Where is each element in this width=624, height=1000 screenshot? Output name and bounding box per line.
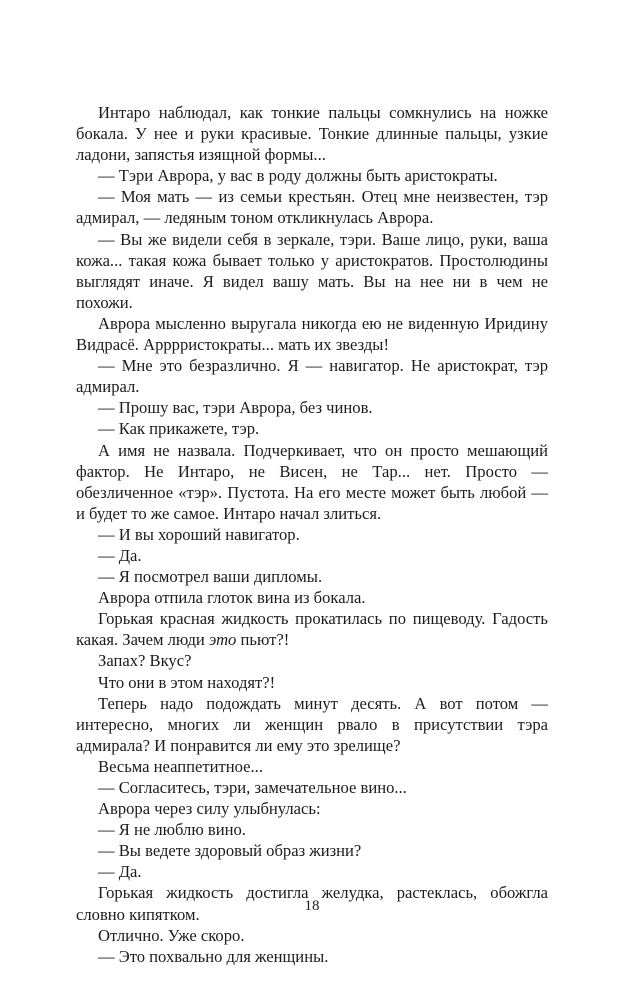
paragraph: Запах? Вкус? — [98, 651, 192, 671]
paragraph-with-emphasis — [76, 608, 548, 650]
paragraph: — Как прикажете, тэр. — [98, 419, 260, 439]
paragraph: Теперь надо подождать минут десять. А вот потом — интересно, многих ли женщин рвало в присутствии тэра адмирала? И понравится ли ему это зрелище? — [76, 693, 548, 755]
paragraph: — Согласитесь, тэри, замечательное вино... — [98, 778, 407, 797]
paragraph: — Мне это безразлично. Я — навигатор. Не аристократ, тэр адмирал. — [76, 356, 548, 397]
paragraph: — И вы хороший навигатор. — [98, 524, 300, 544]
paragraph: А имя не назвала. Подчеркивает, что он просто мешающий фактор. Не Интаро, не Висен, не Тар... нет. Просто — обезличенное «тэр». Пустота. На его месте может быть любой — и будет то же самое. Интаро начал злиться. — [76, 440, 548, 523]
paragraph: Аврора через силу улыбнулась: — [98, 799, 321, 819]
paragraph: Аврора мысленно выругала никогда ею не виденную Иридину Видрасё. Арррристократы... мать их звезды! — [76, 313, 548, 355]
paragraph: — Это похвально для женщины. — [98, 946, 329, 966]
paragraph: Что они в этом находят?! — [98, 672, 276, 692]
paragraph: — Да. — [98, 862, 142, 882]
paragraph: — Тэри Аврора, у вас в роду должны быть аристократы. — [98, 166, 498, 186]
paragraph: — Вы ведете здоровый образ жизни? — [98, 841, 362, 861]
paragraph: — Да. — [98, 545, 142, 565]
paragraph: Интаро наблюдал, как тонкие пальцы сомкнулись на ножке бокала. У нее и руки красивые. Тонкие длинные пальцы, узкие ладони, запястья изящной формы... — [76, 103, 548, 165]
paragraph: — Прошу вас, тэри Аврора, без чинов. — [98, 398, 373, 418]
emphasis-before: Горькая красная жидкость прокатилась по пищеводу. Гадость какая. Зачем люди — [76, 609, 548, 650]
paragraph: Отлично. Уже скоро. — [98, 925, 245, 945]
page-body — [76, 102, 548, 967]
paragraph: — Вы же видели себя в зеркале, тэри. Ваше лицо, руки, ваша кожа... такая кожа бывает только у аристократов. Простолюдины выглядят иначе. Я видел вашу мать. Вы на нее ни в чем не похожи. — [76, 229, 548, 312]
paragraph: — Я не люблю вино. — [98, 820, 246, 840]
paragraph: — Моя мать — из семьи крестьян. Отец мне неизвестен, тэр адмирал, — ледяным тоном откликнулась Аврора. — [76, 187, 548, 228]
paragraph: Аврора отпила глоток вина из бокала. — [98, 588, 366, 608]
italic-word: это — [208, 630, 237, 650]
emphasis-after: пьют?! — [236, 630, 290, 650]
paragraph: — Я посмотрел ваши дипломы. — [98, 567, 323, 587]
paragraph: Весьма неаппетитное... — [98, 756, 263, 776]
paragraph: Горькая жидкость достигла желудка, растеклась, обожгла словно кипятком. — [76, 883, 548, 924]
page-number: 18 — [304, 898, 320, 914]
